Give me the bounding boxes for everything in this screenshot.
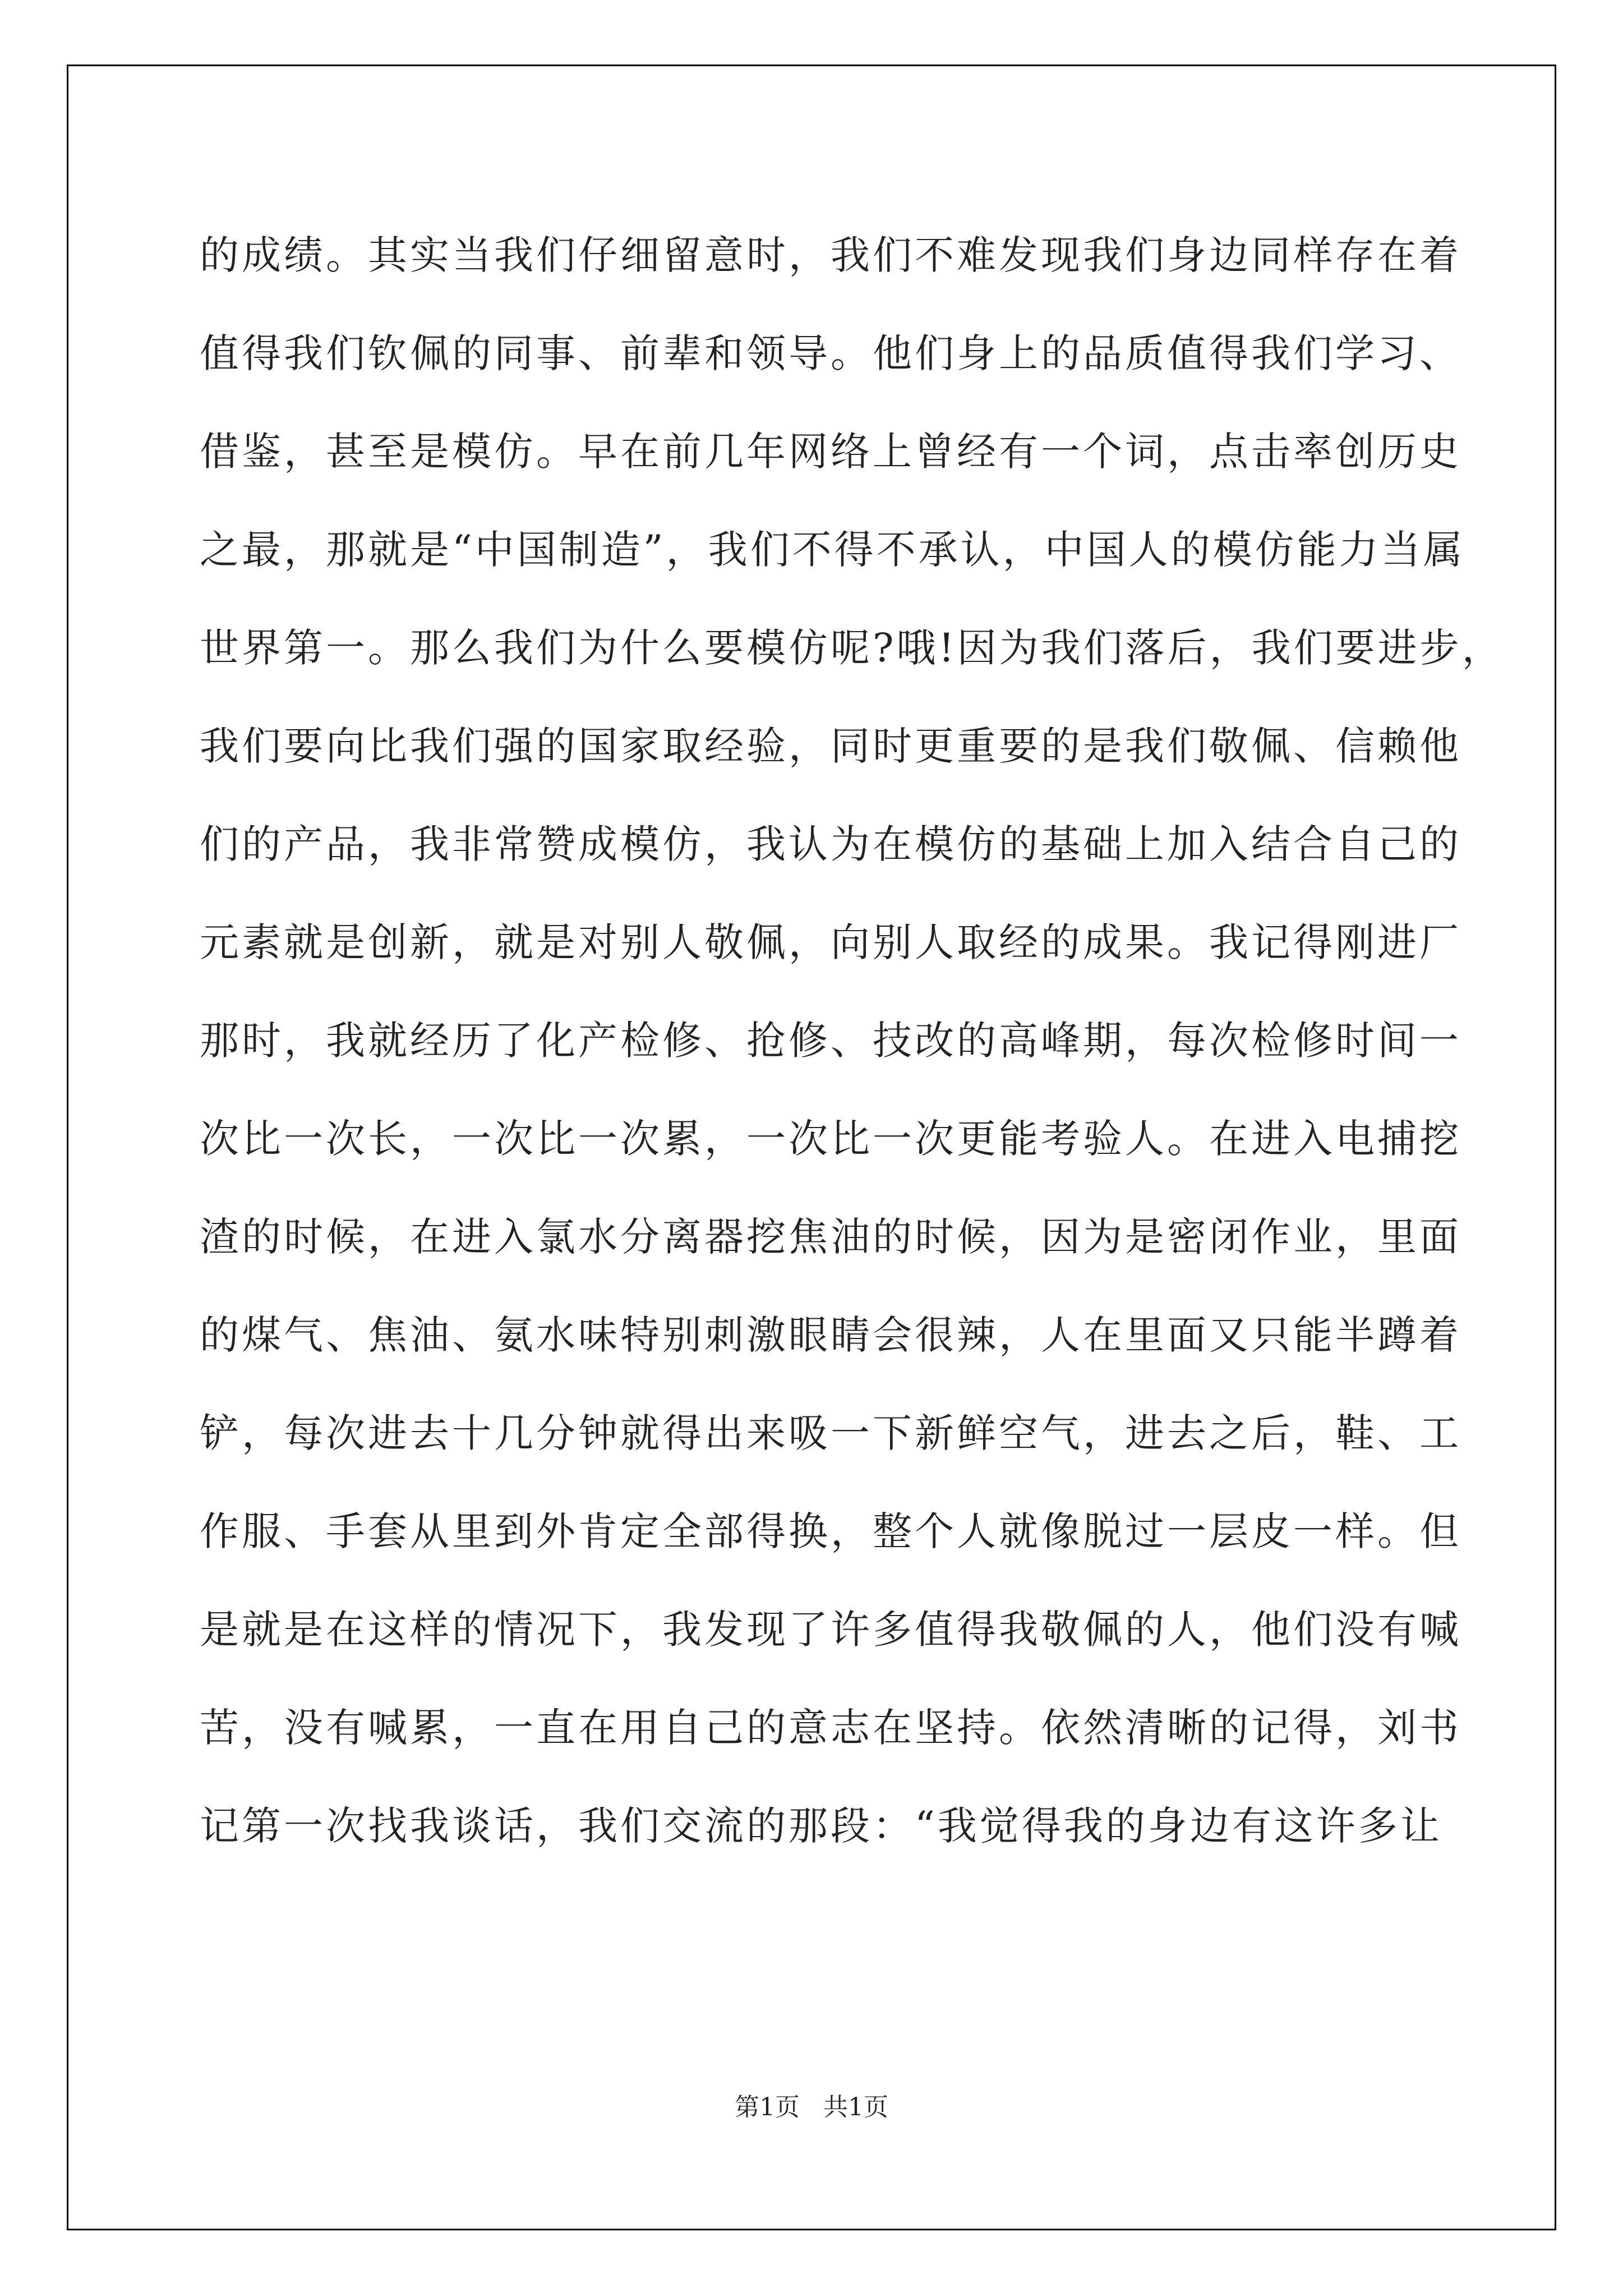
text-line: 铲，每次进去十几分钟就得出来吸一下新鲜空气，进去之后，鞋、工: [200, 1410, 1461, 1456]
text-line: 苦，没有喊累，一直在用自己的意志在坚持。依然清晰的记得，刘书: [200, 1705, 1461, 1751]
text-line: 是就是在这样的情况下，我发现了许多值得我敬佩的人，他们没有喊: [200, 1607, 1461, 1653]
text-line: 元素就是创新，就是对别人敬佩，向别人取经的成果。我记得刚进厂: [200, 919, 1461, 965]
text-line: 的成绩。其实当我们仔细留意时，我们不难发现我们身边同样存在着: [200, 232, 1461, 278]
text-line: 记第一次找我谈话，我们交流的那段：“我觉得我的身边有这许多让: [200, 1803, 1442, 1849]
body-text: [200, 224, 1504, 1893]
text-line: 渣的时候，在进入氯水分离器挖焦油的时候，因为是密闭作业，里面: [200, 1214, 1461, 1260]
text-line: 之最，那就是“中国制造”，我们不得不承认，中国人的模仿能力当属: [200, 527, 1465, 573]
text-line: 值得我们钦佩的同事、前辈和领导。他们身上的品质值得我们学习、: [200, 330, 1461, 376]
text-line: 次比一次长，一次比一次累，一次比一次更能考验人。在进入电捕挖: [200, 1116, 1461, 1162]
text-line: 那时，我就经历了化产检修、抢修、技改的高峰期，每次检修时间一: [200, 1018, 1461, 1064]
text-line: 借鉴，甚至是模仿。早在前几年网络上曾经有一个词，点击率创历史: [200, 429, 1461, 475]
text-line: 们的产品，我非常赞成模仿，我认为在模仿的基础上加入结合自己的: [200, 821, 1461, 867]
text-line: 作服、手套从里到外肯定全部得换，整个人就像脱过一层皮一样。但: [200, 1508, 1461, 1554]
text-line: 的煤气、焦油、氨水味特别刺激眼睛会很辣，人在里面又只能半蹲着: [200, 1312, 1461, 1358]
page-footer-indicator: 第1页 共1页: [735, 2093, 888, 2122]
text-line: 我们要向比我们强的国家取经验，同时更重要的是我们敬佩、信赖他: [200, 723, 1461, 769]
text-line: 世界第一。那么我们为什么要模仿呢?哦!因为我们落后，我们要进步，: [200, 625, 1504, 671]
